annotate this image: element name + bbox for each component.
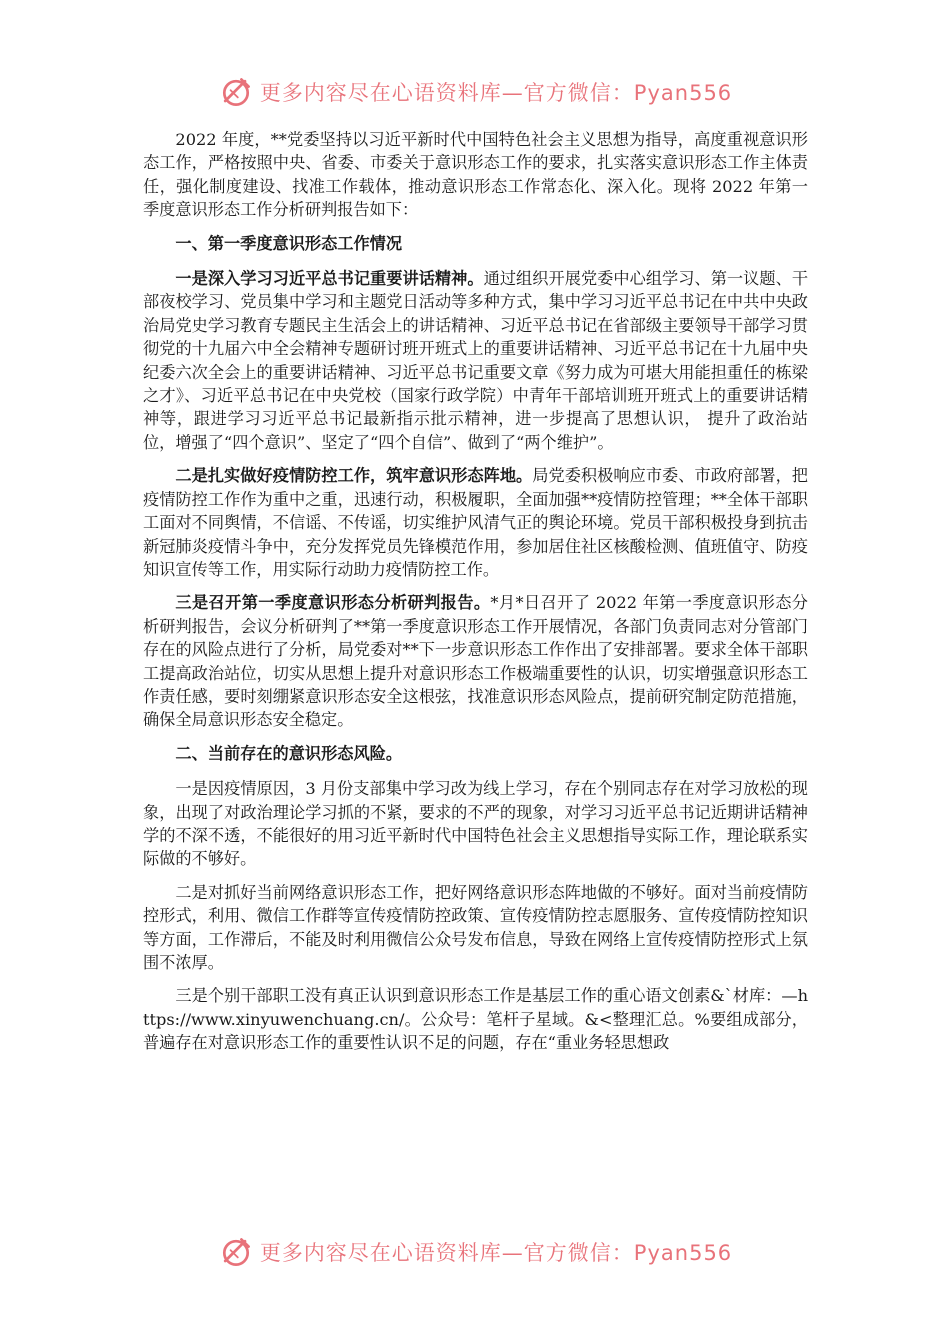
watermark-text: 更多内容尽在心语资料库—官方微信：Pyan556 <box>259 1241 733 1265</box>
section-2-heading: 二、当前存在的意识形态风险。 <box>175 743 403 763</box>
risk-3-paragraph: 三是个别干部职工没有真正认识到意识形态工作是基层工作的重心语文创素&`材库：—https://www.xinyuwenchuang.cn/。公众号：笔杆子星域。&<整理汇总。%要组成部分，普遍存在对意识形态工作的重要性认识不足的问题，存在“重业务轻思想政 <box>143 986 808 1053</box>
item-2-body: 局党委积极响应市委、市政府部署，把疫情防控工作作为重中之重，迅速行动，积极履职，全面加强**疫情防控管理；**全体干部职工面对不同舆情，不信谣、不传谣，切实维护风清气正的舆论环境。党员干部积极投身到抗击新冠肺炎疫情斗争中，充分发挥党员先锋模范作用，参加居住社区核酸检测、值班值守、防疫知识宣传等工作，用实际行动助力疫情防控工作。 <box>143 466 808 579</box>
watermark-text: 更多内容尽在心语资料库—官方微信：Pyan556 <box>259 81 733 105</box>
section-1-heading: 一、第一季度意识形态工作情况 <box>175 233 403 253</box>
pen-logo-icon <box>218 74 254 110</box>
item-3-paragraph <box>143 591 808 731</box>
item-2-lead: 二是扎实做好疫情防控工作，筑牢意识形态阵地。 <box>175 466 533 486</box>
risk-1-paragraph: 一是因疫情原因，3 月份支部集中学习改为线上学习，存在个别同志存在对学习放松的现象，出现了对政治理论学习抓的不紧，要求的不严的现象，对学习习近平总书记近期讲话精神学的不深不透，不能很好的用习近平新时代中国特色社会主义思想指导实际工作，理论联系实际做的不够好。 <box>143 779 808 869</box>
intro-paragraph: 2022 年度，**党委坚持以习近平新时代中国特色社会主义思想为指导，高度重视意识形态工作，严格按照中央、省委、市委关于意识形态工作的要求，扎实落实意识形态工作主体责任，强化制度建设、找准工作载体，推动意识形态工作常态化、深入化。现将 2022 年第一季度意识形态工作分析研判报告如下： <box>143 130 808 220</box>
item-3-lead: 三是召开第一季度意识形态分析研判报告。 <box>175 593 491 613</box>
document-body <box>143 128 808 1065</box>
pen-logo-icon <box>218 1234 254 1270</box>
watermark-banner-top <box>0 72 950 112</box>
item-1-lead: 一是深入学习习近平总书记重要讲话精神。 <box>175 269 484 289</box>
watermark-banner-bottom <box>0 1232 950 1272</box>
item-3-body: *月*日召开了 2022 年第一季度意识形态分析研判报告，会议分析研判了**第一季度意识形态工作开展情况，各部门负责同志对分管部门存在的风险点进行了分析，局党委对**下一步意识形态工作作出了安排部署。要求全体干部职工提高政治站位，切实从思想上提升对意识形态工作极端重要性的认识，切实增强意识形态工作责任感，要时刻绷紧意识形态安全这根弦，找准意识形态风险点，提前研究制定防范措施，确保全局意识形态安全稳定。 <box>143 593 808 730</box>
item-1-paragraph <box>143 267 808 454</box>
risk-2-paragraph: 二是对抓好当前网络意识形态工作，把好网络意识形态阵地做的不够好。面对当前疫情防控形式，利用、微信工作群等宣传疫情防控政策、宣传疫情防控志愿服务、宣传疫情防控知识等方面，工作滞后，不能及时利用微信公众号发布信息，导致在网络上宣传疫情防控形式上氛围不浓厚。 <box>143 882 808 972</box>
item-2-paragraph <box>143 464 808 581</box>
item-1-body: 通过组织开展党委中心组学习、第一议题、干部夜校学习、党员集中学习和主题党日活动等多种方式，集中学习习近平总书记在中共中央政治局党史学习教育专题民主生活会上的讲话精神、习近平总书记在省部级主要领导干部学习贯彻党的十九届六中全会精神专题研讨班开班式上的重要讲话精神、习近平总书记在十九届中央纪委六次全会上的重要讲话精神、习近平总书记重要文章《努力成为可堪大用能担重任的栋梁之才》、习近平总书记在中央党校（国家行政学院）中青年干部培训班开班式上的重要讲话精神等，跟进学习习近平总书记最新指示批示精神，进一步提高了思想认识， 提升了政治站位，增强了“四个意识”、坚定了“四个自信”、做到了“两个维护”。 <box>143 269 809 452</box>
